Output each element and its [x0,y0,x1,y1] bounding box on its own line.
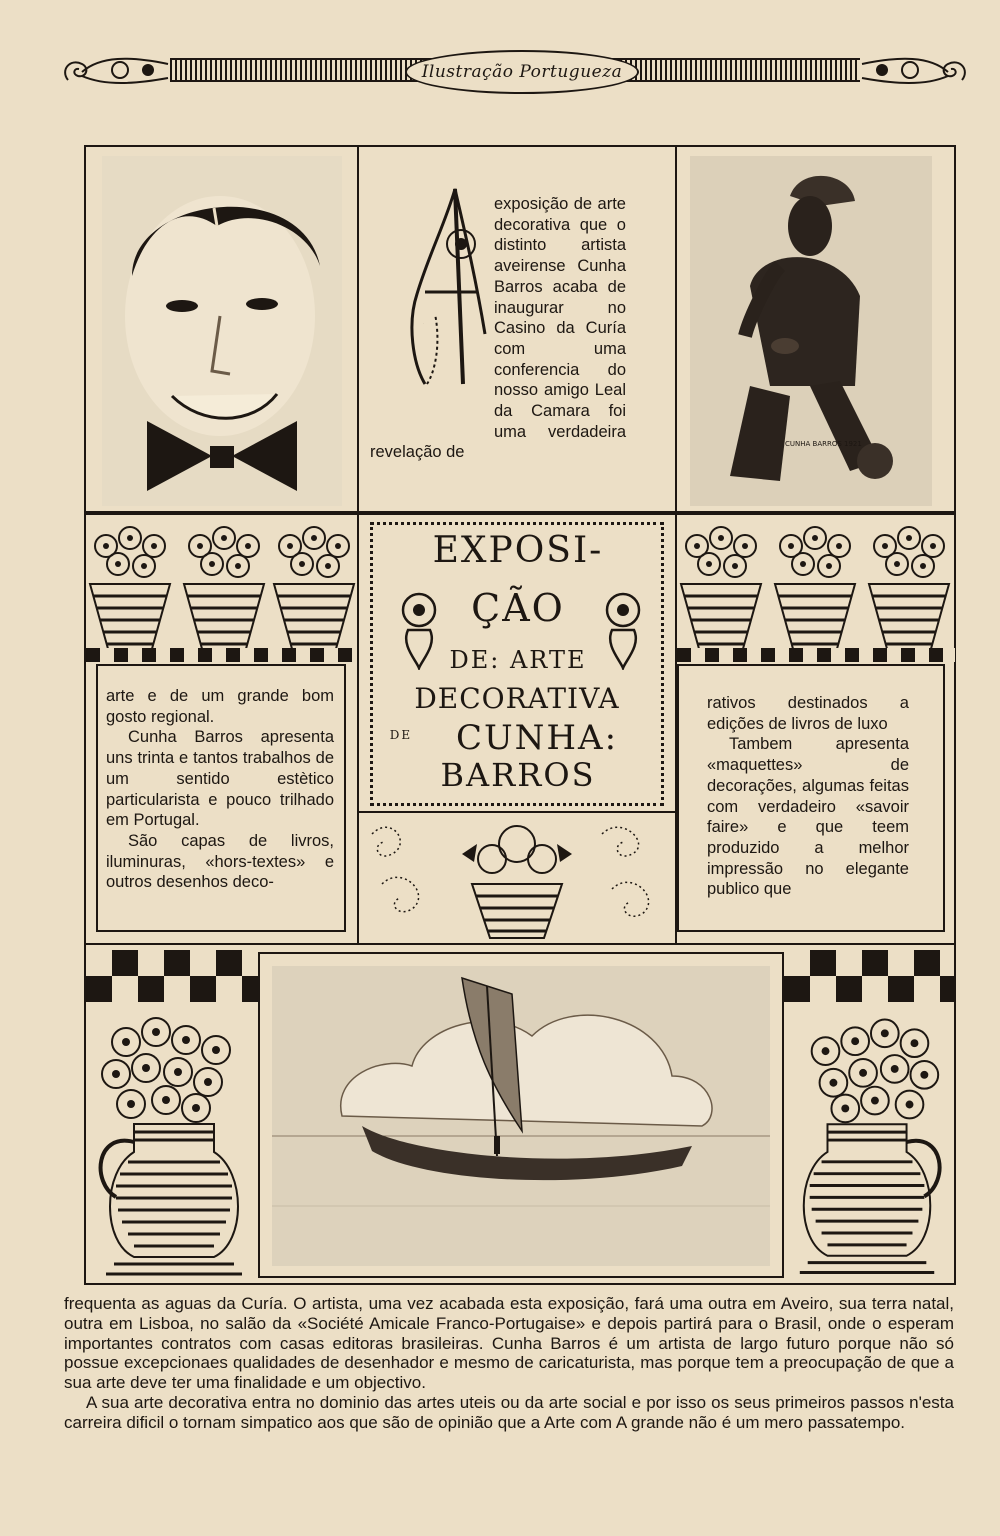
caricature-drawing [690,156,932,506]
ornament-scroll-left-icon [60,50,170,90]
left-para-2: Cunha Barros apresenta uns trinta e tantos trabalhos de um sentido estètico particularista e pouco trilhado em Portugal. [106,728,334,830]
title-line-5-small: DE [389,728,413,742]
vase-right-icon [784,1012,954,1280]
title-line-3: DE: ARTE [449,646,587,674]
left-para-1: arte e de um grande bom gosto regional. [106,687,334,726]
left-para-3: São capas de livros, iluminuras, «hors-textes» e outros desenhos deco- [106,831,334,892]
closing-para-2: A sua arte decorativa entra no dominio das artes uteis ou da arte social e por isso os seus primeiros passos n'esta carreira dificil o tornam simpatico aos que são de opinião que a Arte com A grande não é um mero passatempo. [64,1392,954,1432]
right-para-1: rativos destinados a edições de livros de luxo [707,694,909,733]
title-line-6: BARROS [440,756,596,794]
checker-strip-left [86,648,358,662]
magazine-title: Ilustração Portugueza [421,62,623,82]
caricature-figure-icon [690,156,932,506]
flower-pots-left-icon [86,520,358,660]
caricature-signature: CUNHA BARROS 1921 [785,440,862,448]
left-column [106,686,334,893]
boat-drawing [272,966,770,1266]
right-column [707,693,909,900]
checker-block-right [784,950,954,1002]
flower-pots-right-icon [677,520,955,660]
ornament-scroll-right-icon [860,50,970,90]
closing-text [64,1294,954,1433]
title-line-1: EXPOSI- [432,530,604,571]
title-line-2: ÇÃO [471,586,565,630]
portrait-photo [102,156,342,506]
closing-para-1: frequenta as aguas da Curía. O artista, uma vez acabada esta exposição, fará uma outra em Aveiro, sua terra natal, outra em Lisboa, no salão da «Société Amicale Franco-Portugaise» e depois partirá para o Brasil, onde o esperam importantes contratos com casas editoras brasileiras. Cunha Barros é um artista de largo futuro porque não só possue excepcionaes qualidades de desenhador e mesmo de caricaturista, mas porque tem a preocupação de que a sua arte deve ter uma finalidade e um objectivo. [64,1294,954,1393]
sailboat-icon [272,966,770,1266]
intro-text-wrap [370,194,626,463]
intro-text: exposição de arte decorativa que o distinto artista aveirense Cunha Barros acaba de inaugurar no Casino da Curía com uma conferencia do nosso amigo Leal da Camara foi uma verdadeira revelação de [370,195,626,462]
portrait-face-icon [102,156,342,506]
checker-strip-right [677,648,955,662]
center-flower-pot-icon [362,814,672,942]
title-line-5: CUNHA: [455,718,619,758]
page-header [60,44,970,100]
right-para-2: Tambem apresenta «maquettes» de decorações, algumas feitas com verdadeiro «savoir faire» e que teem produzido a melhor impressão no elegante publico que [707,735,909,899]
checker-block-left [86,950,258,1002]
vase-left-icon [86,1012,258,1280]
title-line-4: DECORATIVA [414,682,620,715]
header-title-cartouche [405,50,639,94]
svg-text:A: A [423,324,424,325]
